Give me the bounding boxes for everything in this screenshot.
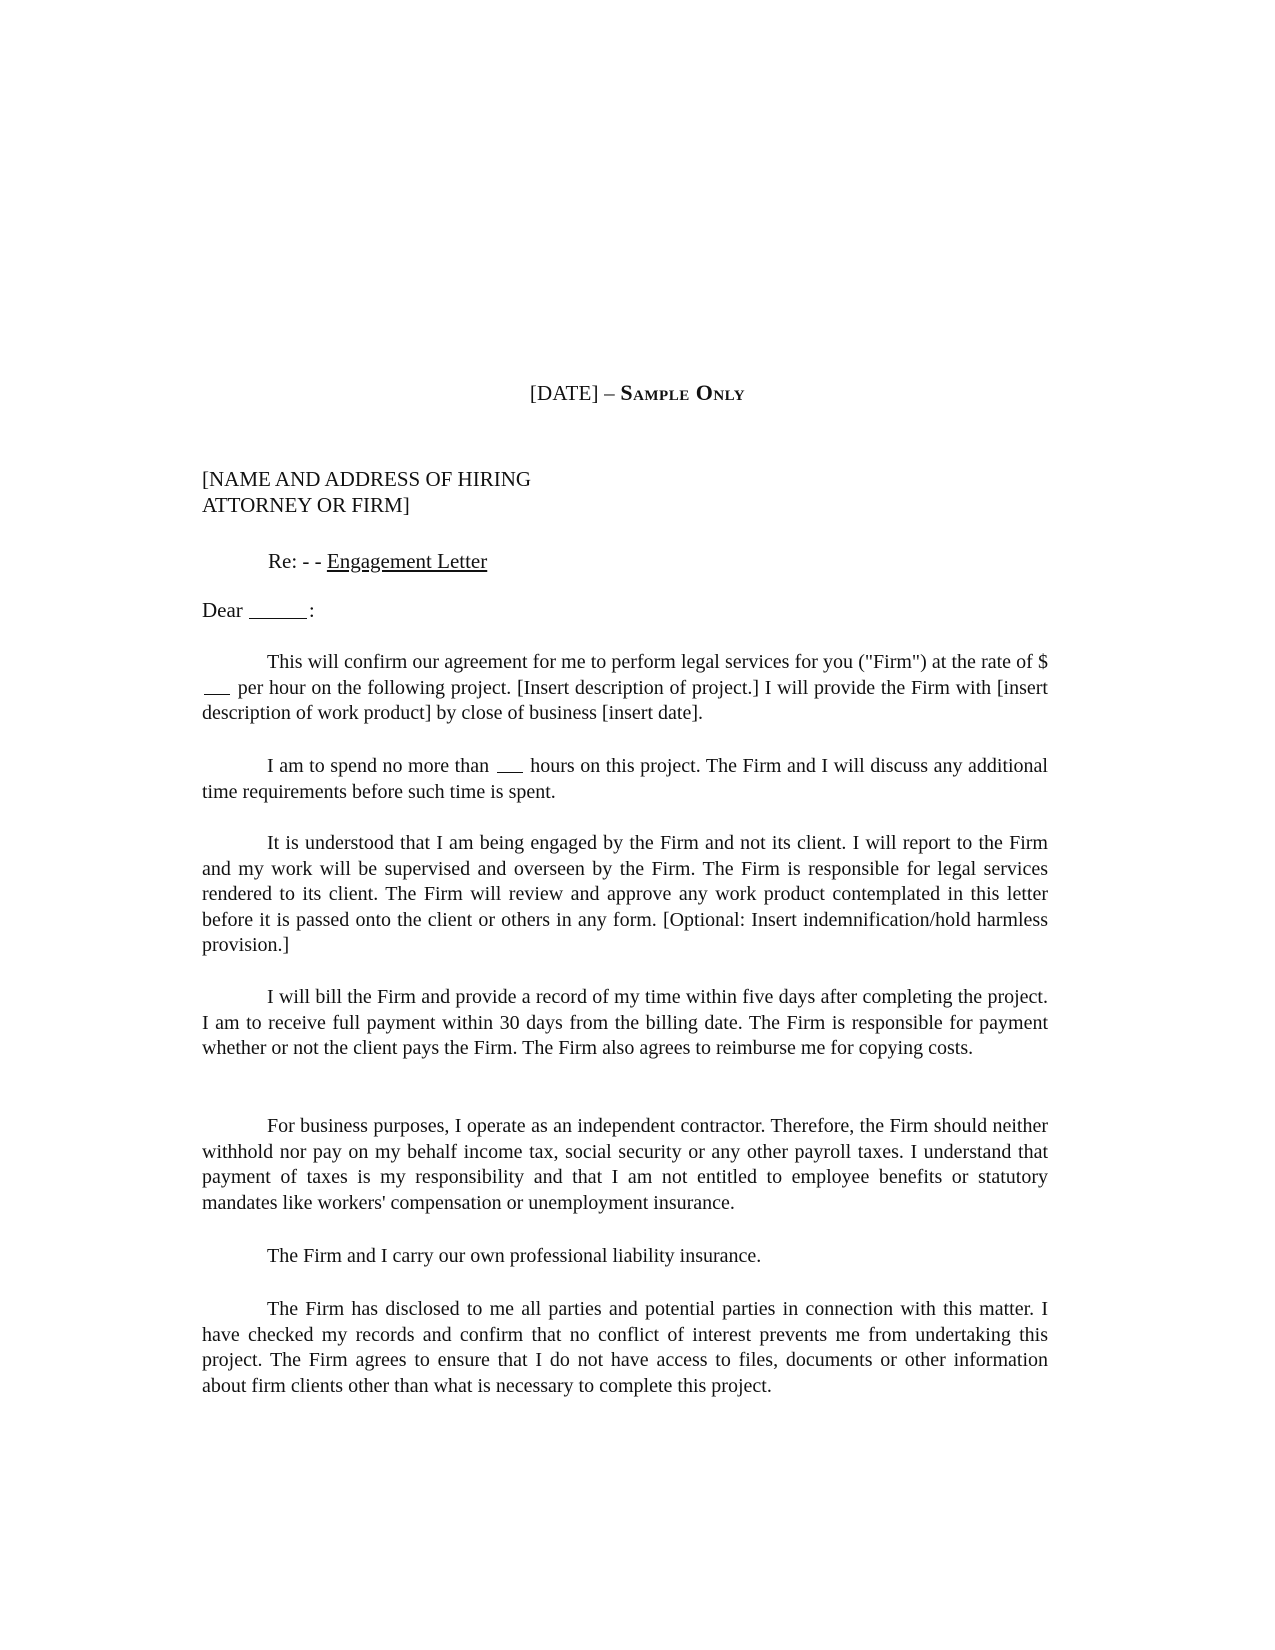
subject-line (268, 549, 487, 574)
salutation-greeting: Dear (202, 598, 243, 622)
paragraph-rate-and-work-product (202, 650, 1048, 727)
hours-blank (497, 758, 523, 773)
addressee-line-1: [NAME AND ADDRESS OF HIRING (202, 467, 532, 491)
addressee-block (202, 466, 531, 518)
salutation-suffix: : (308, 598, 315, 622)
paragraph-text: I am to spend no more than (267, 755, 495, 777)
date-line (0, 380, 1275, 406)
date-separator: – (598, 381, 621, 405)
paragraph-text: It is understood that I am being engaged by the Firm and not its client. I will report to the Firm and my work will be supervised and overseen by the Firm. The Firm is responsible for legal services rendered to its client. The Firm will review and approve any work product contemplated in this letter before it is passed onto the client or others in any form. [Optional: Insert indemnification/hold harmless provision.] (202, 832, 1048, 956)
paragraph-conflict-of-interest (202, 1297, 1048, 1399)
paragraph-liability-insurance (202, 1244, 1048, 1270)
recipient-name-blank (249, 602, 307, 619)
paragraph-text: per hour on the following project. [Insert description of project.] I will provide the Firm with [insert description of work product] by close of business [insert date]. (202, 676, 1048, 724)
paragraph-hours-limit (202, 754, 1048, 805)
paragraph-text: This will confirm our agreement for me to perform legal services for you ("Firm") at the rate of $ (267, 651, 1048, 673)
paragraph-billing (202, 985, 1048, 1062)
sample-only-watermark: Sample Only (620, 380, 746, 405)
paragraph-engagement-scope (202, 831, 1048, 959)
subject-title: Engagement Letter (326, 549, 488, 573)
subject-prefix: Re: - - (268, 549, 327, 573)
paragraph-text: The Firm has disclosed to me all parties and potential parties in connection with this matter. I have checked my records and confirm that no conflict of interest prevents me from undertaking this project. The Firm agrees to ensure that I do not have access to files, documents or other information about firm clients other than what is necessary to complete this project. (202, 1298, 1048, 1397)
paragraph-text: For business purposes, I operate as an independent contractor. Therefore, the Firm should neither withhold nor pay on my behalf income tax, social security or any other payroll taxes. I understand that payment of taxes is my responsibility and that I am not entitled to employee benefits or statutory mandates like workers' compensation or unemployment insurance. (202, 1115, 1048, 1214)
date-placeholder: [DATE] (529, 381, 599, 405)
paragraph-text: hours on this project. The Firm and I will discuss any additional time requirements before such time is spent. (202, 755, 1048, 803)
addressee-line-2: ATTORNEY OR FIRM] (202, 493, 410, 517)
paragraph-text: The Firm and I carry our own professional liability insurance. (267, 1245, 762, 1267)
hourly-rate-blank (204, 680, 230, 695)
salutation (202, 598, 315, 623)
paragraph-text: I will bill the Firm and provide a record of my time within five days after completing the project. I am to receive full payment within 30 days from the billing date. The Firm is responsible for payment whether or not the client pays the Firm. The Firm also agrees to reimburse me for copying costs. (202, 986, 1048, 1059)
paragraph-independent-contractor (202, 1114, 1048, 1216)
